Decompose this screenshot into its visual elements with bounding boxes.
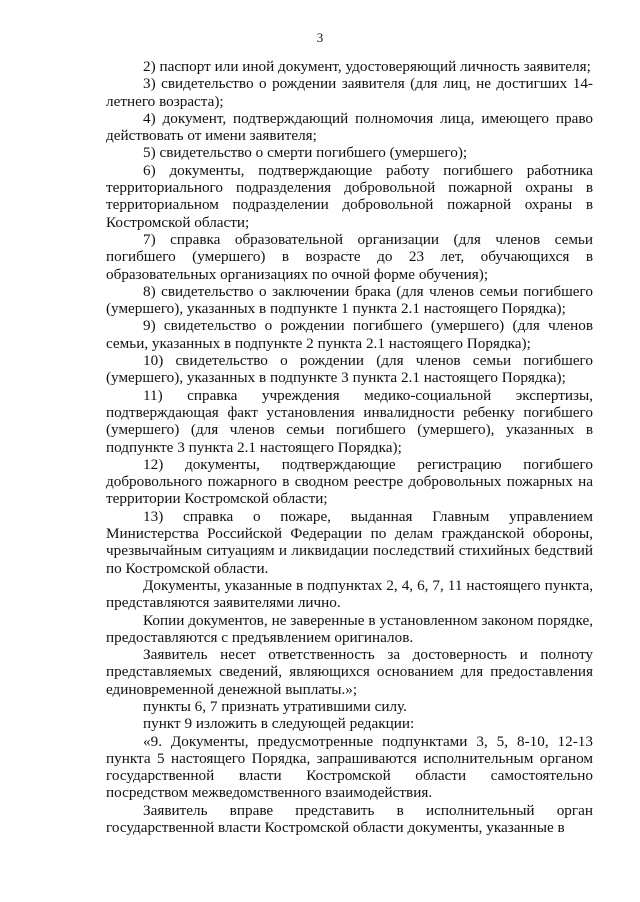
document-body bbox=[106, 58, 593, 836]
page-number: 3 bbox=[316, 30, 324, 45]
paragraph-applicant-right: Заявитель вправе представить в исполнительный орган государственной власти Костромской области документы, указанные в bbox=[106, 801, 593, 837]
paragraph-birth-certificate-deceased: 9) свидетельство о рождении погибшего (умершего) (для членов семьи, указанных в подпункте 2 пункта 2.1 настоящего Порядка); bbox=[106, 317, 593, 352]
paragraph-submitted-in-person: Документы, указанные в подпунктах 2, 4, 6, 7, 11 настоящего пункта, представляются заявителями лично. bbox=[106, 576, 593, 612]
paragraph-education-certificate: 7) справка образовательной организации (для членов семьи погибшего (умершего) в возрасте до 23 лет, обучающихся в образовательных организациях по очной форме обучения); bbox=[106, 230, 593, 283]
paragraph-birth-certificate-family: 10) свидетельство о рождении (для членов семьи погибшего (умершего), указанных в подпункте 3 пункта 2.1 настоящего Порядка); bbox=[106, 352, 593, 387]
paragraph-employment-documents: 6) документы, подтверждающие работу погибшего работника территориального подразделения добровольной пожарной охраны в территориальном подразделении добровольной пожарной охраны в Костромской области; bbox=[106, 161, 593, 231]
paragraph-marriage-certificate: 8) свидетельство о заключении брака (для членов семьи погибшего (умершего), указанных в подпункте 1 пункта 2.1 настоящего Порядка); bbox=[106, 282, 593, 318]
paragraph-clause-9-intro: пункт 9 изложить в следующей редакции: bbox=[143, 715, 415, 733]
paragraph-clause-9-text: «9. Документы, предусмотренные подпунктами 3, 5, 8-10, 12-13 пункта 5 настоящего Порядка, запрашиваются исполнительным органом государственной власти Костромской области самостоятельно посредством межведомственного взаимодействия. bbox=[106, 732, 593, 802]
paragraph-registry-documents: 12) документы, подтверждающие регистрацию погибшего добровольного пожарного в сводном реестре добровольных пожарных на территории Костромской области; bbox=[106, 455, 593, 508]
paragraph-authority-document: 4) документ, подтверждающий полномочия лица, имеющего право действовать от имени заявителя; bbox=[106, 109, 593, 145]
paragraph-birth-certificate-applicant: 3) свидетельство о рождении заявителя (для лиц, не достигших 14-летнего возраста); bbox=[106, 75, 593, 110]
paragraph-death-certificate: 5) свидетельство о смерти погибшего (умершего); bbox=[143, 144, 468, 162]
paragraph-fire-certificate: 13) справка о пожаре, выданная Главным управлением Министерства Российской Федерации по делам гражданской обороны, чрезвычайным ситуациям и ликвидации последствий стихийных бедствий по Костромской области. bbox=[106, 507, 593, 577]
paragraph-clauses-void: пункты 6, 7 признать утратившими силу. bbox=[143, 697, 407, 715]
paragraph-applicant-responsibility: Заявитель несет ответственность за достоверность и полноту представляемых сведений, являющихся основанием для предоставления единовременной денежной выплаты.»; bbox=[106, 646, 593, 698]
paragraph-passport: 2) паспорт или иной документ, удостоверяющий личность заявителя; bbox=[143, 58, 591, 75]
paragraph-disability-certificate: 11) справка учреждения медико-социальной экспертизы, подтверждающая факт установления инвалидности ребенку погибшего (умершего) (для членов семьи погибшего (умершего), указанных в подпункте 3 пункта 2.1 настоящего Порядка); bbox=[106, 386, 593, 456]
paragraph-copies-with-originals: Копии документов, не заверенные в установленном законом порядке, предоставляются с предъявлением оригиналов. bbox=[106, 611, 593, 646]
